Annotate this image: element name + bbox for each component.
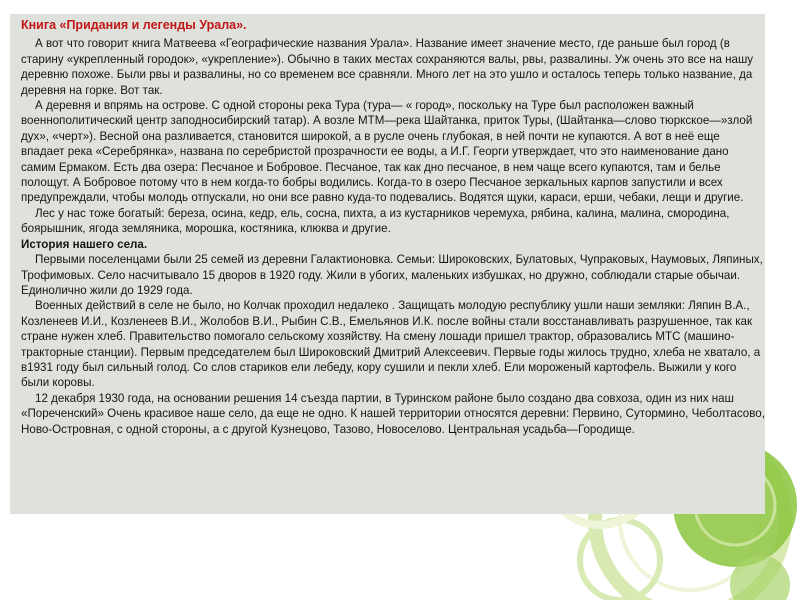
paragraph: А деревня и впрямь на острове. С одной стороны река Тура (тура— « город», поскольку на Туре был расположен важный военнополитический центр заподносибирский татар). А возле МТМ—река Шайтанка, приток Туры, (Шайтанка—слово тюркское—»злой дух», «черт»). Весной она разливается, становится широкой, а в русле очень глубокая, в ней почти не купаются. А вот в неё еще впадает река «Серебрянка», названа по серебристой прозрачности ее воды, а И.Г. Георги утверждает, что это наименование дано самим Ермаком. Есть два озера: Песчаное и Бобровое. Песчаное, так как дно песчаное, в нем чаще всего купаются, там и белье полощут. А Бобровое потому что в нем когда-то бобры водились. Когда-то в озеро Песчаное зеркальных карпов запустили и всех предупреждали, чтобы молодь отпускали, но они все равно куда-то подевались. Водятся щуки, караси, ерши, чебаки, лещи и другие. bbox=[21, 99, 753, 205]
paragraph: 12 декабря 1930 года, на основании решения 14 съезда партии, в Туринском районе было создано два совхоза, один из них наш «Пореченский» Очень красивое наше село, да еще не одно. К нашей территории относятся деревни: Первино, Сутормино, Чеболтасово, Ново-Островная, с одной стороны, а с другой Кузнецово, Тазово, Новоселово. Центральная усадьба—Городище. bbox=[21, 391, 765, 436]
paragraph: Первыми поселенцами были 25 семей из деревни Галактионовка. Семьи: Широковских, Булатовых, Чупраковых, Наумовых, Ляпиных, Трофимовых. Село насчитывало 15 дворов в 1920 году. Жили в убогих, маленьких избушках, но дружно, соблюдали старые обычаи. Единолично жили до 1929 года. bbox=[21, 253, 763, 297]
document-content bbox=[21, 18, 766, 437]
section-heading: История нашего села. bbox=[21, 237, 148, 251]
paragraph: Военных действий в селе не было, но Колчак проходил недалеко . Защищать молодую республику ушли наши земляки: Ляпин В.А., Козленеев И.И., Козленеев В.И., Жолобов В.И., Рыбин С.В., Емельянов И.К. после войны стали восстанавливать разрушенное, так как стране нужен хлеб. Правительство помогало сельскому хозяйству. На смену лошади пришел трактор, образовались МТС (машино-тракторные станции). Первым председателем был Широковский Дмитрий Алексеевич. Первые годы жилось трудно, хлеба не хватало, а в1931 году был сильный голод. Со слов стариков ели лебеду, кору сушили и пекли хлеб. Ели мороженый картофель. Выжили у кого были коровы. bbox=[21, 299, 761, 390]
document-title: Книга «Придания и легенды Урала». bbox=[21, 18, 247, 32]
paragraph: А вот что говорит книга Матвеева «Географические названия Урала». Название имеет значение место, где раньше был город (в старину «укрепленный городок», «укрепление»). Обычно в таких местах сохраняются валы, рвы, развалины. Уж очень это все на нашу деревню похоже. Были рвы и развалины, но со временем все сравняли. Много лет на это ушло и осталось теперь только название, да деревня на горке. Вот так. bbox=[21, 37, 754, 97]
paragraph: Лес у нас тоже богатый: береза, осина, кедр, ель, сосна, пихта, а из кустарников черемуха, рябина, калина, малина, смородина, боярышник, ягода земляника, морошка, костяника, клюква и другие. bbox=[21, 206, 730, 236]
